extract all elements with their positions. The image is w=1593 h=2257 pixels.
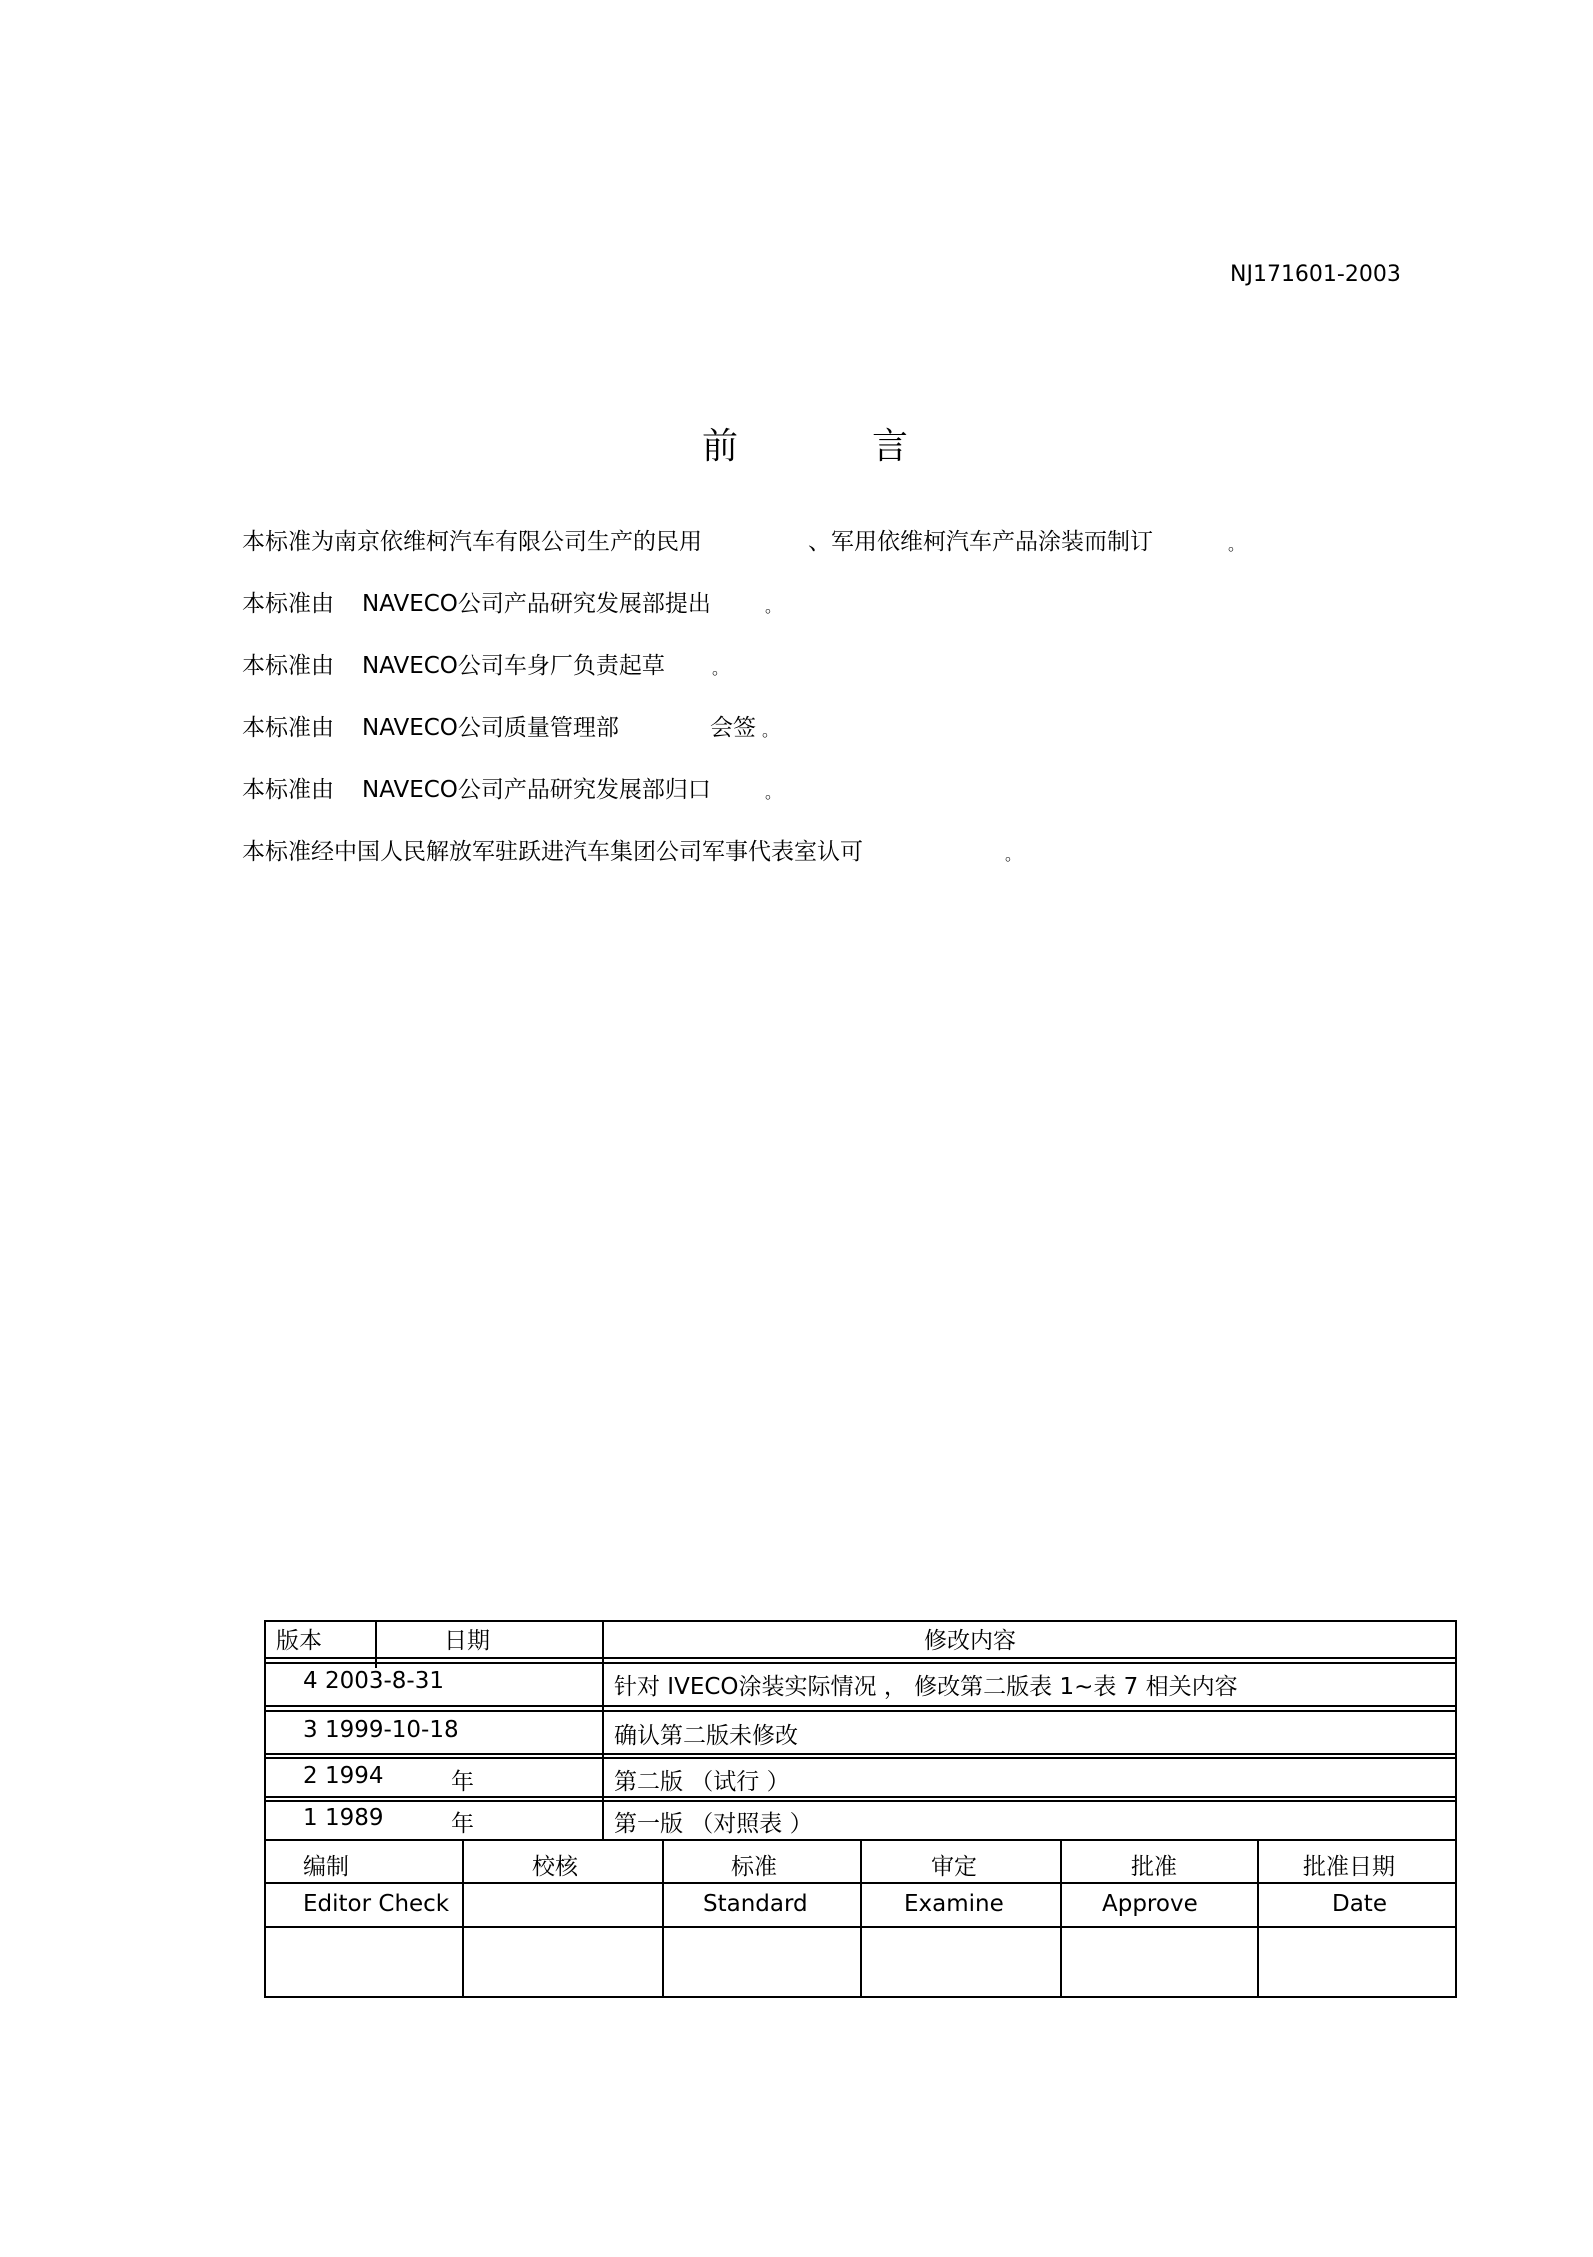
table-rule — [264, 1662, 1456, 1664]
preface-line-1-text: 本标准为南京依维柯汽车有限公司生产的民用 — [242, 529, 702, 555]
preface-line-5-text-2: NAVECO公司产品研究发展部归口 — [362, 777, 711, 803]
table-rule — [1060, 1839, 1062, 1998]
preface-line-4-text-2: NAVECO公司质量管理部 — [362, 715, 619, 741]
table-rule — [860, 1839, 862, 1998]
preface-line-2-text-2: NAVECO公司产品研究发展部提出 — [362, 591, 711, 617]
table-rule — [1455, 1620, 1457, 1998]
revision-row-year: 年 — [451, 1811, 474, 1837]
preface-line-2-period: 。 — [765, 597, 782, 616]
table-rule — [264, 1710, 1456, 1712]
revision-row-version-date: 2 1994 — [303, 1763, 384, 1789]
approval-en-date: Date — [1332, 1891, 1387, 1917]
preface-line-4-text: 本标准由 — [242, 715, 334, 741]
header-date: 日期 — [444, 1628, 490, 1654]
revision-row-content: 第二版 （试行 ） — [614, 1769, 790, 1795]
table-rule — [264, 1620, 266, 1998]
preface-line-1-text-2: 、军用依维柯汽车产品涂装而制订 — [808, 529, 1153, 555]
table-rule — [264, 1800, 1456, 1802]
preface-line-4-period: 。 — [762, 721, 779, 740]
table-rule — [264, 1796, 1456, 1798]
header-version: 版本 — [276, 1628, 322, 1654]
table-rule — [602, 1620, 604, 1840]
revision-row-content: 确认第二版未修改 — [614, 1723, 798, 1749]
approval-en-approve: Approve — [1102, 1891, 1198, 1917]
preface-line-4-text-3: 会签 — [710, 715, 756, 741]
table-rule — [264, 1753, 1456, 1755]
document-number: NJ171601-2003 — [1230, 262, 1401, 287]
preface-line-6-text: 本标准经中国人民解放军驻跃进汽车集团公司军事代表室认可 — [242, 839, 863, 865]
preface-line-6-period: 。 — [1005, 845, 1022, 864]
table-rule — [375, 1620, 377, 1668]
preface-line-3-text-2: NAVECO公司车身厂负责起草 — [362, 653, 665, 679]
table-rule — [264, 1705, 1456, 1707]
approval-header-approve: 批准 — [1131, 1854, 1177, 1880]
preface-line-2-text: 本标准由 — [242, 591, 334, 617]
table-rule — [462, 1839, 464, 1998]
preface-line-5-text: 本标准由 — [242, 777, 334, 803]
approval-en-editor-check: Editor Check — [303, 1891, 450, 1917]
approval-header-examine: 审定 — [931, 1854, 977, 1880]
revision-row-content: 针对 IVECO涂装实际情况 ， 修改第二版表 1~表 7 相关内容 — [614, 1674, 1238, 1700]
preface-line-3-text: 本标准由 — [242, 653, 334, 679]
preface-line-5-period: 。 — [765, 783, 782, 802]
table-rule — [1257, 1839, 1259, 1998]
table-rule — [264, 1620, 1456, 1622]
approval-header-standard: 标准 — [731, 1854, 777, 1880]
table-rule — [264, 1757, 1456, 1759]
approval-header-editor: 编制 — [303, 1854, 349, 1880]
revision-row-version-date: 1 1989 — [303, 1805, 384, 1831]
approval-en-standard: Standard — [703, 1891, 808, 1917]
title-char-1: 前 — [702, 426, 739, 467]
revision-row-content: 第一版 （对照表 ） — [614, 1811, 813, 1837]
revision-row-version-date: 3 1999-10-18 — [303, 1717, 459, 1743]
revision-row-version-date: 4 2003-8-31 — [303, 1668, 444, 1694]
approval-header-check: 校核 — [532, 1854, 578, 1880]
header-content: 修改内容 — [924, 1628, 1016, 1654]
preface-line-1-period: 。 — [1228, 535, 1245, 554]
table-rule — [662, 1839, 664, 1998]
approval-en-examine: Examine — [904, 1891, 1004, 1917]
title-char-2: 言 — [872, 426, 909, 467]
table-rule — [264, 1657, 1456, 1659]
revision-row-year: 年 — [451, 1769, 474, 1795]
preface-line-3-period: 。 — [712, 659, 729, 678]
approval-header-date: 批准日期 — [1303, 1854, 1395, 1880]
